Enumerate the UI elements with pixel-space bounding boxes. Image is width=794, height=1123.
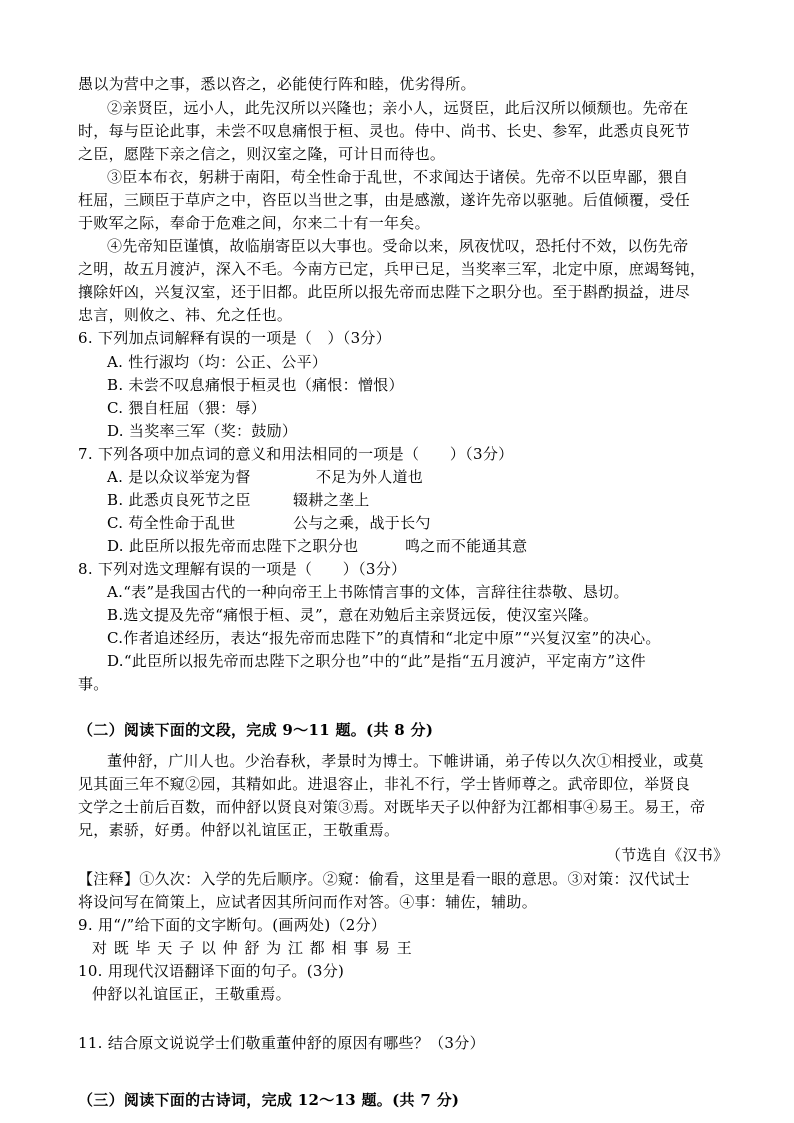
q7-option-d-right: 鸣之而不能通其意 [405,537,528,555]
annotation-line: 【注释】①久次：入学的先后顺序。②窥：偷看，这里是看一眼的意思。③对策：汉代试士 [78,870,691,888]
q6-option-d: D. 当奖率三军（奖：鼓励） [107,422,298,440]
q6-option-c: C. 猥自枉屈（猥：辱） [107,399,267,417]
question-8-stem: 8. 下列对选文理解有误的一项是（ ）（3分） [78,560,407,578]
question-7-stem: 7. 下列各项中加点词的意义和用法相同的一项是（ ）（3分） [78,445,514,463]
passage2-line: 董仲舒，广川人也。少治春秋，孝景时为博士。下帷讲诵，弟子传以久次①相授业，或莫 [107,752,704,770]
passage-line: 枉屈，三顾臣于草庐之中，咨臣以当世之事，由是感激，遂许先帝以驱驰。后值倾覆，受任 [78,191,691,209]
q6-option-b: B. 未尝不叹息痛恨于桓灵也（痛恨：憎恨） [107,376,404,394]
passage2-line: 兄，素骄，好勇。仲舒以礼谊匡正，王敬重焉。 [78,821,400,839]
q8-option-a: A.“表”是我国古代的一种向帝王上书陈情言事的文体，言辞往往恭敬、恳切。 [107,583,629,601]
source-citation: （节选自《汉书》 [606,846,729,864]
passage-line: 忠言，则攸之、祎、允之任也。 [78,306,293,324]
section-2-title: （二）阅读下面的文段，完成 9～11 题。(共 8 分) [78,721,434,739]
passage-line: ④先帝知臣谨慎，故临崩寄臣以大事也。受命以来，夙夜忧叹，恐托付不效，以伤先帝 [107,237,689,255]
q8-option-d-cont: 事。 [78,675,109,693]
q7-option-b-left: B. 此悉贞良死节之臣 [107,491,251,509]
passage-line: 时，每与臣论此事，未尝不叹息痛恨于桓、灵也。侍中、尚书、长史、参军，此悉贞良死节 [78,122,691,140]
passage-line: 之臣，愿陛下亲之信之，则汉室之隆，可计日而待也。 [78,145,446,163]
question-6-stem: 6. 下列加点词解释有误的一项是（ ）（3分） [78,329,392,347]
passage2-line: 见其面三年不窥②园，其精如此。进退容止，非礼不行，学士皆师尊之。武帝即位，举贤良 [78,775,691,793]
q7-option-a-left: A. 是以众议举宠为督 [107,468,251,486]
passage-line: 攘除奸凶，兴复汉室，还于旧都。此臣所以报先帝而忠陛下之职分也。至于斟酌损益，进尽 [78,283,691,301]
question-9-text: 对 既 毕 天 子 以 仲 舒 为 江 都 相 事 易 王 [92,939,413,957]
q7-option-a-right: 不足为外人道也 [316,468,424,486]
section-3-title: （三）阅读下面的古诗词，完成 12～13 题。(共 7 分) [78,1091,460,1109]
q7-option-d-left: D. 此臣所以报先帝而忠陛下之职分也 [107,537,359,555]
q7-option-b-right: 辍耕之垄上 [293,491,370,509]
passage-line: ③臣本布衣，躬耕于南阳，苟全性命于乱世，不求闻达于诸侯。先帝不以臣卑鄙，猥自 [107,168,689,186]
passage-line: ②亲贤臣，远小人，此先汉所以兴隆也；亲小人，远贤臣，此后汉所以倾颓也。先帝在 [107,99,689,117]
question-11-stem: 11. 结合原文说说学士们敬重董仲舒的原因有哪些？（3分） [78,1034,485,1052]
passage2-line: 文学之士前后百数，而仲舒以贤良对策③焉。对既毕天子以仲舒为江都相事④易王。易王，帝 [78,798,706,816]
q8-option-d: D.“此臣所以报先帝而忠陛下之职分也”中的“此”是指“五月渡泸，平定南方”这件 [107,652,646,670]
q8-option-c: C.作者追述经历，表达“报先帝而忠陛下”的真情和“北定中原”“兴复汉室”的决心。 [107,629,661,647]
question-10-stem: 10. 用现代汉语翻译下面的句子。(3分) [78,962,345,980]
question-9-stem: 9. 用“/”给下面的文字断句。(画两处)（2分） [78,916,387,934]
q7-option-c-left: C. 苟全性命于乱世 [107,514,236,532]
passage-line: 之明，故五月渡泸，深入不毛。今南方已定，兵甲已足，当奖率三军，北定中原，庶竭驽钝， [78,260,706,278]
passage-line: 于败军之际，奉命于危难之间，尔来二十有一年矣。 [78,214,430,232]
q8-option-b: B.选文提及先帝“痛恨于桓、灵”，意在劝勉后主亲贤远佞，使汉室兴隆。 [107,606,599,624]
annotation-line: 将设问写在简策上，应试者因其所问而作对答。④事：辅佐，辅助。 [78,893,538,911]
passage-line: 愚以为营中之事，悉以咨之，必能使行阵和睦，优劣得所。 [78,75,476,93]
q6-option-a: A. 性行淑均（均：公正、公平） [107,353,328,371]
q7-option-c-right: 公与之乘，战于长勺 [293,514,431,532]
question-10-text: 仲舒以礼谊匡正，王敬重焉。 [92,985,291,1003]
